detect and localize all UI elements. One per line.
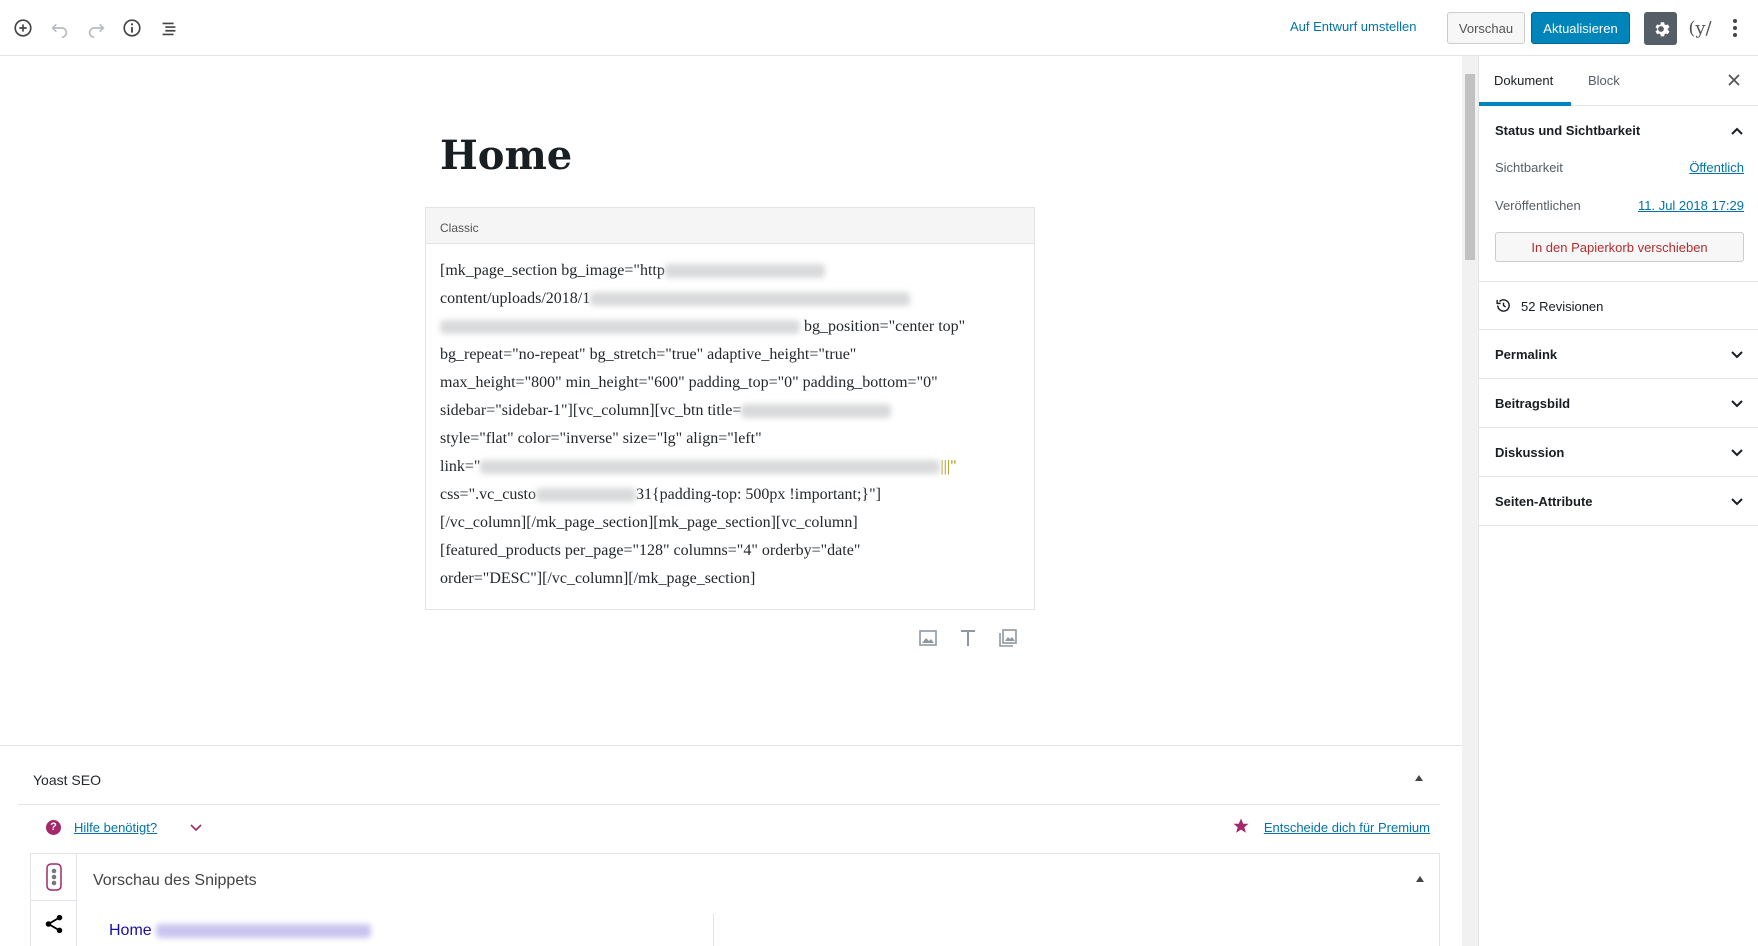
panel-title: Permalink [1495, 347, 1558, 362]
panel-title: Diskussion [1495, 445, 1565, 460]
publish-row [1479, 192, 1758, 230]
content-line: [featured_products per_page="128" columns="4" orderby="date" [440, 542, 861, 559]
traffic-light-icon[interactable] [31, 854, 76, 900]
classic-block-label: Classic [426, 208, 1034, 244]
settings-button[interactable] [1644, 12, 1677, 45]
content-line: bg_repeat="no-repeat" bg_stretch="true" adaptive_height="true" [440, 346, 857, 363]
heading-icon[interactable] [957, 627, 979, 649]
discussion-panel[interactable] [1479, 428, 1758, 477]
featured-image-panel[interactable] [1479, 379, 1758, 428]
snippet-preview-section [30, 853, 1440, 946]
content-line: content/uploads/2018/1 [440, 285, 1020, 313]
yoast-header[interactable] [18, 746, 1440, 805]
close-icon[interactable] [1724, 70, 1744, 90]
visibility-row [1479, 154, 1758, 192]
editor-canvas [0, 56, 1462, 746]
chevron-down-icon [1730, 397, 1744, 411]
publish-label: Veröffentlichen [1495, 198, 1581, 213]
snippet-preview-title[interactable]: Vorschau des Snippets [93, 872, 257, 889]
page-attributes-panel[interactable] [1479, 477, 1758, 526]
gear-icon [1651, 19, 1671, 39]
undo-icon[interactable] [48, 16, 72, 40]
collapse-triangle-icon[interactable] [1415, 775, 1423, 781]
help-link[interactable]: Hilfe benötigt? [74, 820, 158, 835]
content-line: order="DESC"][/vc_column][/mk_page_section] [440, 570, 756, 587]
chevron-down-icon [190, 823, 202, 833]
yoast-seo-metabox [0, 745, 1462, 946]
sidebar-tabs [1479, 56, 1758, 106]
plus-circle-icon[interactable] [11, 16, 35, 40]
visibility-value[interactable]: Öffentlich [1689, 160, 1744, 175]
permalink-panel[interactable] [1479, 330, 1758, 379]
classic-block-content[interactable] [426, 244, 1034, 606]
yoast-title: Yoast SEO [33, 772, 101, 788]
content-line: link=" |||" [440, 458, 957, 475]
yoast-icon[interactable]: (y/ [1688, 17, 1712, 39]
panel-title: Seiten-Attribute [1495, 494, 1593, 509]
panel-title[interactable]: Status und Sichtbarkeit [1495, 123, 1641, 138]
move-to-trash-button[interactable]: In den Papierkorb verschieben [1495, 232, 1744, 262]
classic-block[interactable] [425, 207, 1035, 610]
content-line: [mk_page_section bg_image="http [440, 257, 1020, 285]
divider [713, 914, 714, 946]
chevron-down-icon [1730, 446, 1744, 460]
share-icon[interactable] [31, 900, 76, 946]
panel-title: Beitragsbild [1495, 396, 1571, 411]
preview-button[interactable]: Vorschau [1447, 12, 1525, 44]
question-icon: ? [46, 820, 61, 835]
status-visibility-panel [1479, 106, 1758, 282]
content-line: style="flat" color="inverse" size="lg" align="left" [440, 430, 762, 447]
history-icon [1495, 297, 1512, 314]
revisions-link[interactable]: 52 Revisionen [1521, 299, 1604, 314]
chevron-down-icon [1730, 495, 1744, 509]
publish-date-value[interactable]: 11. Jul 2018 17:29 [1637, 198, 1744, 213]
content-line: bg_position="center top" [440, 313, 1020, 341]
update-button[interactable]: Aktualisieren [1531, 12, 1630, 44]
content-line: [/vc_column][/mk_page_section][mk_page_section][vc_column] [440, 514, 858, 531]
scrollbar-thumb[interactable] [1465, 74, 1475, 260]
tab-dokument[interactable]: Dokument [1494, 73, 1554, 88]
more-vertical-icon[interactable] [1724, 14, 1746, 42]
yoast-box [18, 746, 1440, 946]
redo-icon[interactable] [84, 16, 108, 40]
revisions-panel[interactable] [1479, 282, 1758, 330]
list-view-icon[interactable] [157, 16, 181, 40]
star-icon [1232, 817, 1250, 835]
chevron-up-icon[interactable] [1730, 124, 1744, 138]
snippet-preview-heading: Home [109, 922, 371, 940]
content-line: sidebar="sidebar-1"][vc_column][vc_btn title= [440, 397, 1020, 425]
switch-to-draft-link[interactable]: Auf Entwurf umstellen [1290, 19, 1417, 34]
content-line: max_height="800" min_height="600" padding_top="0" padding_bottom="0" [440, 374, 938, 391]
settings-sidebar [1478, 56, 1758, 946]
content-line: css=".vc_custo 31{padding-top: 500px !important;}"] [440, 486, 881, 503]
collapse-triangle-icon[interactable] [1416, 876, 1424, 882]
info-icon[interactable] [120, 16, 144, 40]
image-icon[interactable] [917, 627, 939, 649]
gallery-icon[interactable] [997, 627, 1019, 649]
chevron-down-icon [1730, 348, 1744, 362]
tab-block[interactable]: Block [1588, 73, 1620, 88]
visibility-label: Sichtbarkeit [1495, 160, 1563, 175]
post-title[interactable]: Home [440, 132, 573, 179]
editor-header [0, 0, 1758, 56]
premium-link[interactable]: Entscheide dich für Premium [1263, 820, 1430, 835]
yoast-side-tabs [31, 854, 77, 946]
